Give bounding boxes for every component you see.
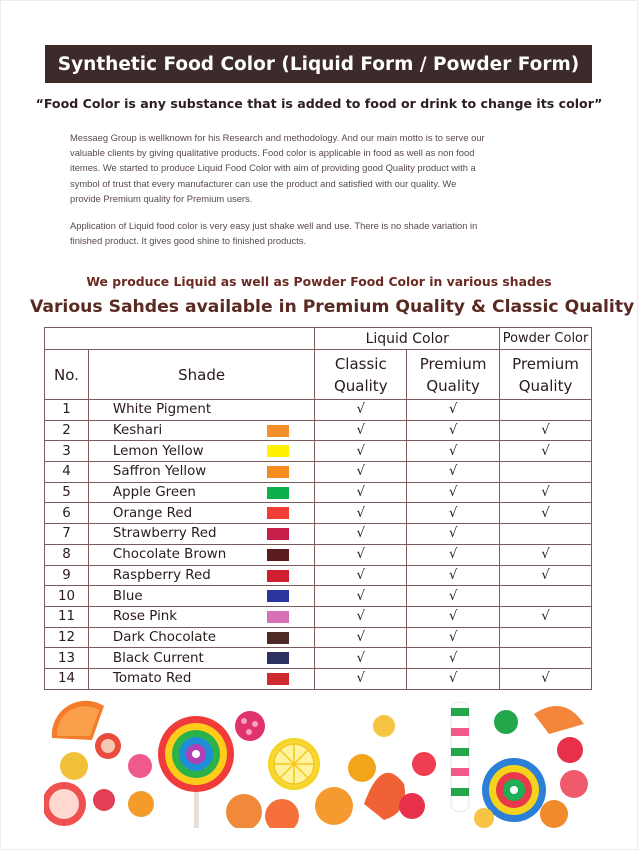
table-row xyxy=(45,586,592,607)
shade-name: Keshari xyxy=(112,423,163,439)
yellow-candy-icon xyxy=(60,752,88,780)
orange-wedge-icon xyxy=(364,773,405,820)
powder-availability: √ xyxy=(500,482,592,503)
powder-availability: √ xyxy=(500,565,592,586)
color-swatch xyxy=(267,590,289,602)
cherry-candy-icon xyxy=(399,793,425,819)
shade-cell xyxy=(88,400,314,421)
classic-availability: √ xyxy=(315,462,407,483)
yellow-drop-icon xyxy=(373,715,395,737)
premium-availability: √ xyxy=(407,420,500,441)
small-yellow-candy-icon xyxy=(474,808,494,828)
red-ball-icon xyxy=(412,752,436,776)
shade-cell xyxy=(88,544,314,565)
table-row xyxy=(45,627,592,648)
powder-availability: √ xyxy=(500,544,592,565)
classic-availability: √ xyxy=(315,482,407,503)
shade-name: Tomato Red xyxy=(112,671,192,687)
powder-availability xyxy=(500,586,592,607)
table-row xyxy=(45,503,592,524)
candy-illustration-svg xyxy=(44,694,592,828)
header-no: No. xyxy=(45,350,89,400)
table-row xyxy=(45,565,592,586)
shade-cell xyxy=(88,420,314,441)
orange-candy-right-icon xyxy=(540,800,568,828)
shade-name: White Pigment xyxy=(112,402,212,418)
classic-availability: √ xyxy=(315,627,407,648)
green-candy-icon xyxy=(494,710,518,734)
row-number: 3 xyxy=(45,441,89,462)
intro-line: valuable clients by giving qualitative products. Food color is applicable in food as well as non food xyxy=(70,147,475,159)
table-row xyxy=(45,400,592,421)
powder-availability: √ xyxy=(500,441,592,462)
color-swatch xyxy=(267,507,289,519)
color-swatch xyxy=(267,652,289,664)
powder-availability xyxy=(500,400,592,421)
round-candy-icon xyxy=(348,754,376,782)
shades-heading: Various Sahdes available in Premium Quality & Classic Quality xyxy=(30,297,635,317)
color-swatch xyxy=(267,528,289,540)
header-shade: Shade xyxy=(88,350,314,400)
row-number: 2 xyxy=(45,420,89,441)
row-number: 6 xyxy=(45,503,89,524)
shade-cell xyxy=(88,586,314,607)
shade-name: Black Current xyxy=(112,650,204,666)
shades-table xyxy=(44,327,592,690)
classic-availability: √ xyxy=(315,586,407,607)
header-powder-premium-line1: Premium xyxy=(512,354,579,373)
header-powder-color: Powder Color xyxy=(500,328,592,350)
powder-availability: √ xyxy=(500,420,592,441)
table-row xyxy=(45,482,592,503)
raspberry-icon xyxy=(235,711,265,741)
premium-availability: √ xyxy=(407,544,500,565)
premium-availability: √ xyxy=(407,400,500,421)
powder-availability: √ xyxy=(500,668,592,689)
raspberry-dot xyxy=(252,721,258,727)
orange-slice-candy-icon xyxy=(265,799,299,828)
application-paragraph xyxy=(70,218,540,248)
shade-rows xyxy=(45,400,592,690)
header-premium-line2: Quality xyxy=(426,376,480,395)
watermelon-candy-center-icon xyxy=(49,789,79,819)
twist-stripe xyxy=(451,748,469,756)
row-number: 12 xyxy=(45,627,89,648)
shade-name: Blue xyxy=(112,588,143,604)
shade-cell xyxy=(88,462,314,483)
row-number: 9 xyxy=(45,565,89,586)
classic-availability: √ xyxy=(315,606,407,627)
table-row xyxy=(45,544,592,565)
table-row xyxy=(45,441,592,462)
classic-availability: √ xyxy=(315,565,407,586)
application-line: Application of Liquid food color is very easy just shake well and use. There is no shade variation in xyxy=(70,220,478,231)
header-blank xyxy=(45,328,315,350)
shade-name: Dark Chocolate xyxy=(112,629,216,645)
premium-availability: √ xyxy=(407,524,500,545)
intro-line: provide Premium quality for Premium users. xyxy=(70,192,253,204)
premium-availability: √ xyxy=(407,565,500,586)
orange-slice-right-icon xyxy=(534,706,584,734)
classic-availability: √ xyxy=(315,503,407,524)
premium-availability: √ xyxy=(407,648,500,669)
twist-stripe xyxy=(451,728,469,736)
premium-availability: √ xyxy=(407,482,500,503)
shade-cell xyxy=(88,668,314,689)
row-number: 14 xyxy=(45,668,89,689)
intro-line: Messaeg Group is wellknown for his Research and methodology. And our main motto is to serve our xyxy=(70,132,485,143)
row-number: 5 xyxy=(45,482,89,503)
powder-availability: √ xyxy=(500,503,592,524)
twist-stripe xyxy=(451,768,469,776)
premium-availability: √ xyxy=(407,586,500,607)
candy-illustration xyxy=(44,694,592,828)
color-swatch xyxy=(267,445,289,457)
color-swatch xyxy=(267,611,289,623)
shade-name: Strawberry Red xyxy=(112,526,217,542)
classic-availability: √ xyxy=(315,544,407,565)
row-number: 10 xyxy=(45,586,89,607)
row-number: 8 xyxy=(45,544,89,565)
orange-candy-icon xyxy=(128,791,154,817)
definition-quote: “Food Color is any substance that is added to food or drink to change its color” xyxy=(35,96,603,111)
shade-name: Rose Pink xyxy=(112,609,178,625)
header-liquid-color: Liquid Color xyxy=(315,328,500,350)
premium-availability: √ xyxy=(407,668,500,689)
shade-cell xyxy=(88,482,314,503)
shade-cell xyxy=(88,565,314,586)
twist-stripe xyxy=(451,788,469,796)
shade-cell xyxy=(88,524,314,545)
header-classic-line1: Classic xyxy=(334,354,387,373)
pink-candy-icon xyxy=(128,754,152,778)
shade-name: Apple Green xyxy=(112,485,196,501)
shade-cell xyxy=(88,503,314,524)
lemon-slice-segments xyxy=(274,744,314,784)
intro-line: symbol of trust that every manufacturer can use the product and satisfied with our quality. We xyxy=(70,177,457,189)
shade-name: Raspberry Red xyxy=(112,567,211,583)
header-powder-premium-line2: Quality xyxy=(518,376,573,395)
powder-availability xyxy=(500,627,592,648)
color-swatch xyxy=(267,425,289,437)
premium-availability: √ xyxy=(407,462,500,483)
powder-availability xyxy=(500,462,592,483)
intro-line: itemes. We started to produce Liquid Food Color with aim of providing good Quality product with a xyxy=(70,162,476,174)
powder-availability xyxy=(500,648,592,669)
premium-availability: √ xyxy=(407,503,500,524)
shade-cell xyxy=(88,648,314,669)
premium-availability: √ xyxy=(407,627,500,648)
rainbow-lollipop-center xyxy=(192,750,200,758)
shade-cell xyxy=(88,441,314,462)
twist-stripe xyxy=(451,708,469,716)
classic-availability: √ xyxy=(315,400,407,421)
color-swatch xyxy=(267,570,289,582)
produce-statement: We produce Liquid as well as Powder Food Color in various shades xyxy=(86,274,552,289)
color-swatch xyxy=(267,466,289,478)
page-title: Synthetic Food Color (Liquid Form / Powder Form) xyxy=(57,53,580,75)
title-banner xyxy=(45,45,592,83)
orange-ball-candy-icon xyxy=(315,787,353,825)
classic-availability: √ xyxy=(315,668,407,689)
shade-name: Lemon Yellow xyxy=(112,443,204,459)
table-row xyxy=(45,524,592,545)
header-premium-quality xyxy=(407,350,500,400)
shade-cell xyxy=(88,627,314,648)
color-swatch xyxy=(267,549,289,561)
classic-availability: √ xyxy=(315,441,407,462)
color-swatch xyxy=(267,487,289,499)
red-candy-highlight-icon xyxy=(101,739,115,753)
header-powder-premium-quality xyxy=(500,350,592,400)
powder-availability xyxy=(500,524,592,545)
row-number: 13 xyxy=(45,648,89,669)
row-number: 11 xyxy=(45,606,89,627)
row-number: 7 xyxy=(45,524,89,545)
raspberry-dot xyxy=(241,718,247,724)
application-line: finished product. It gives good shine to finished products. xyxy=(70,235,307,247)
raspberry-dot xyxy=(246,729,252,735)
color-swatch xyxy=(267,673,289,685)
color-swatch xyxy=(267,632,289,644)
grapefruit-candy-icon xyxy=(226,794,262,828)
shade-name: Chocolate Brown xyxy=(112,547,227,563)
row-number: 1 xyxy=(45,400,89,421)
pink-candy-right-icon xyxy=(560,770,588,798)
classic-availability: √ xyxy=(315,420,407,441)
row-number: 4 xyxy=(45,462,89,483)
header-classic-line2: Quality xyxy=(333,376,388,395)
classic-availability: √ xyxy=(315,648,407,669)
table-row xyxy=(45,462,592,483)
shade-cell xyxy=(88,606,314,627)
powder-availability: √ xyxy=(500,606,592,627)
swirl-center xyxy=(510,786,518,794)
shade-name: Saffron Yellow xyxy=(112,464,207,480)
table-row xyxy=(45,648,592,669)
raspberry-candy-icon xyxy=(93,789,115,811)
premium-availability: √ xyxy=(407,606,500,627)
intro-paragraph xyxy=(70,130,540,206)
red-candy-right-icon xyxy=(557,737,583,763)
classic-availability: √ xyxy=(315,524,407,545)
header-premium-line1: Premium xyxy=(419,354,487,373)
table-row xyxy=(45,668,592,689)
shade-name: Orange Red xyxy=(112,505,193,521)
table-row xyxy=(45,420,592,441)
premium-availability: √ xyxy=(407,441,500,462)
header-classic-quality xyxy=(315,350,407,400)
table-row xyxy=(45,606,592,627)
